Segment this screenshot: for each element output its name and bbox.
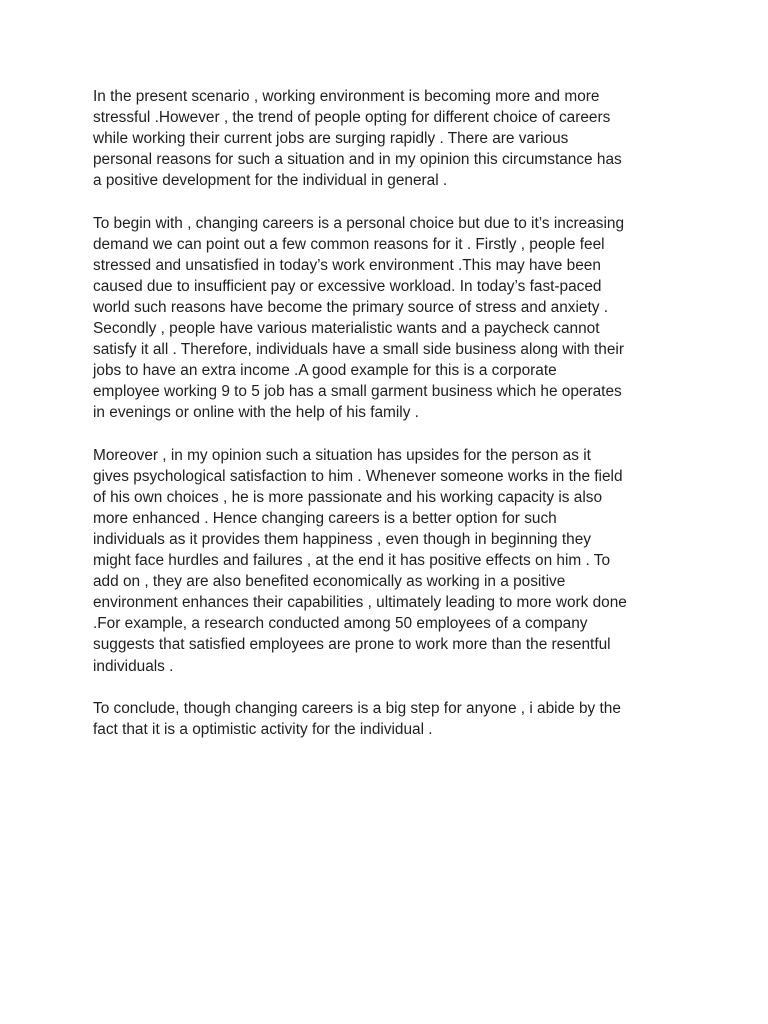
paragraph-introduction: In the present scenario , working environment is becoming more and more stressful .However , the trend of people opting for different choice of careers while working their current jobs are surging rapidly . There are various personal reasons for such a situation and in my opinion this circumstance has a positive development for the individual in general .	[93, 88, 622, 190]
paragraph-conclusion: To conclude, though changing careers is a big step for anyone , i abide by the fact that it is a optimistic activity for the individual .	[93, 699, 621, 738]
document-body	[93, 86, 683, 761]
paragraph-opinion: Moreover , in my opinion such a situation has upsides for the person as it gives psychological satisfaction to him . Whenever someone works in the field of his own choices , he is more passionate and his working capacity is also more enhanced . Hence changing careers is a better option for such individuals as it provides them happiness , even though in beginning they might face hurdles and failures , at the end it has positive effects on him . To add on , they are also benefited economically as working in a positive environment enhances their capabilities , ultimately leading to more work done .For example, a research conducted among 50 employees of a company suggests that satisfied employees are prone to work more than the resentful individuals .	[93, 446, 627, 675]
paragraph-reasons: To begin with , changing careers is a personal choice but due to it’s increasing demand we can point out a few common reasons for it . Firstly , people feel stressed and unsatisfied in today’s work environment .This may have been caused due to insufficient pay or excessive workload. In today’s fast-paced world such reasons have become the primary source of stress and anxiety . Secondly , people have various materialistic wants and a paycheck cannot satisfy it all . Therefore, individuals have a small side business along with their jobs to have an extra income .A good example for this is a corporate employee working 9 to 5 job has a small garment business which he operates in evenings or online with the help of his family .	[93, 214, 625, 422]
